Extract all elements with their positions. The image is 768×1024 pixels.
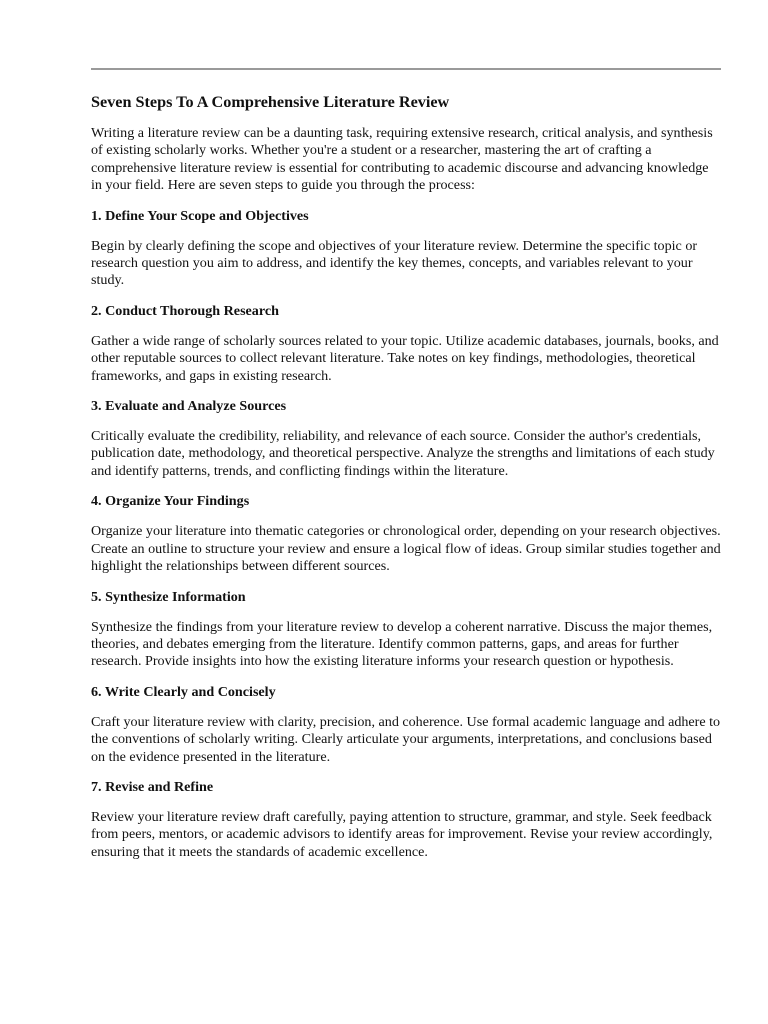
document-title: Seven Steps To A Comprehensive Literature Review	[91, 93, 450, 111]
document-content	[91, 92, 721, 873]
section-heading: 3. Evaluate and Analyze Sources	[91, 398, 287, 415]
section-body: Craft your literature review with clarity, precision, and coherence. Use formal academic language and adhere to the conventions of scholarly writing. Clearly articulate your arguments, interpretations, and conclusions based on the evidence presented in the literature.	[91, 713, 721, 765]
section-heading: 4. Organize Your Findings	[91, 493, 250, 510]
section-body: Synthesize the findings from your literature review to develop a coherent narrative. Discuss the major themes, theories, and debates emerging from the literature. Identify common patterns, gaps, and areas for further research. Provide insights into how the existing literature informs your research question or hypothesis.	[91, 618, 713, 670]
section-6	[91, 683, 721, 766]
section-heading: 5. Synthesize Information	[91, 588, 246, 605]
section-body: Review your literature review draft carefully, paying attention to structure, grammar, and style. Seek feedback from peers, mentors, or academic advisors to identify areas for improvement. Revise your review accordingly, ensuring that it meets the standards of academic excellence.	[91, 808, 713, 860]
section-2	[91, 302, 721, 385]
section-body: Begin by clearly defining the scope and objectives of your literature review. Determine the specific topic or research question you aim to address, and identify the key themes, concepts, and variables relevant to your study.	[91, 237, 698, 289]
section-heading: 2. Conduct Thorough Research	[91, 302, 279, 319]
section-heading: 1. Define Your Scope and Objectives	[91, 207, 309, 224]
section-body: Gather a wide range of scholarly sources related to your topic. Utilize academic databases, journals, books, and other reputable sources to collect relevant literature. Take notes on key findings, methodologies, theoretical frameworks, and gaps in existing research.	[91, 332, 719, 384]
intro-paragraph: Writing a literature review can be a daunting task, requiring extensive research, critical analysis, and synthesis of existing scholarly works. Whether you're a student or a researcher, mastering the art of crafting a comprehensive literature review is essential for contributing to academic discourse and advancing knowledge in your field. Here are seven steps to guide you through the process:	[91, 125, 713, 194]
top-divider	[91, 68, 721, 70]
section-5	[91, 588, 721, 671]
section-3	[91, 397, 721, 480]
section-body: Critically evaluate the credibility, reliability, and relevance of each source. Consider the author's credentials, publication date, methodology, and theoretical perspective. Analyze the strengths and limitations of each study and identify patterns, trends, and conflicting findings within the literature.	[91, 428, 715, 479]
section-heading: 7. Revise and Refine	[91, 778, 214, 795]
section-heading: 6. Write Clearly and Concisely	[91, 683, 276, 700]
section-7	[91, 778, 721, 861]
section-4	[91, 492, 721, 575]
section-1	[91, 207, 721, 290]
section-body: Organize your literature into thematic categories or chronological order, depending on your research objectives. Create an outline to structure your review and ensure a logical flow of ideas. Group similar studies together and highlight the relationships between different sources.	[91, 523, 721, 575]
